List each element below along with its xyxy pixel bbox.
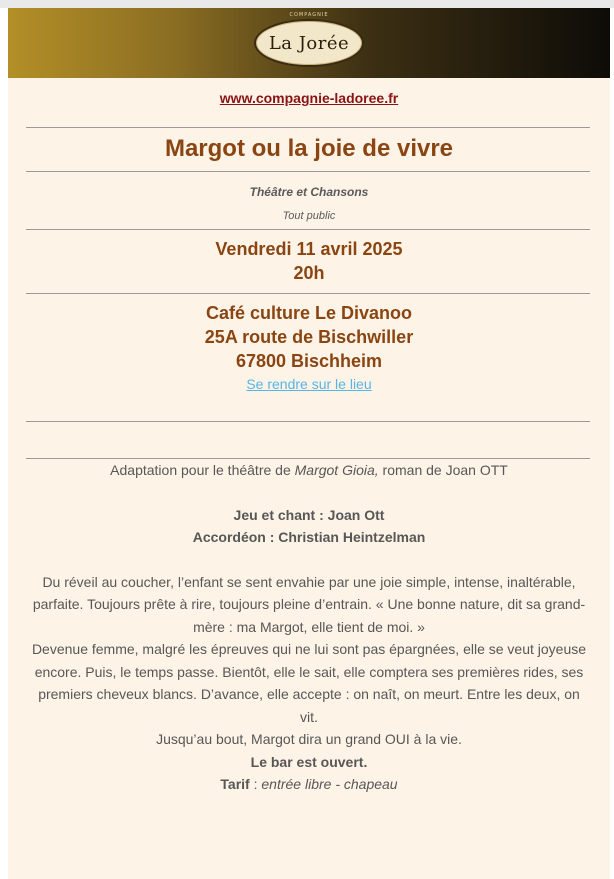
- venue-name: Café culture Le Divanoo: [205, 303, 413, 323]
- tarif-line: [28, 773, 590, 796]
- company-logo[interactable]: [254, 12, 364, 67]
- synopsis-paragraph: Du réveil au coucher, l’enfant se sent envahie par une joie simple, intense, inaltérable, parfaite. Toujours prête à rire, toujours pleine d’entrain. « Une bonne nature, dit sa grand-mère : ma Margot, elle tient de moi. »: [32, 573, 586, 635]
- tarif-separator: :: [249, 776, 262, 792]
- show-genre: Théâtre et Chansons: [249, 185, 369, 199]
- bar-notice: Le bar est ouvert.: [250, 753, 368, 770]
- logo-text: La Jorée: [268, 32, 350, 54]
- show-audience: Tout public: [282, 210, 336, 222]
- header-banner: [8, 8, 610, 78]
- adaptation-suffix: roman de Joan OTT: [378, 462, 508, 478]
- venue-block: [8, 294, 610, 373]
- show-title: Margot ou la joie de vivre: [164, 135, 454, 162]
- browser-top-edge: [0, 0, 614, 8]
- adaptation-prefix: Adaptation pour le théâtre de: [110, 462, 295, 478]
- credit-performer: Jeu et chant : Joan Ott: [233, 506, 385, 523]
- tarif-label: Tarif: [220, 776, 250, 792]
- credits: [28, 504, 590, 549]
- event-date: Vendredi 11 avril 2025: [215, 239, 403, 259]
- website-link[interactable]: www.compagnie-ladoree.fr: [219, 90, 399, 106]
- event-time: 20h: [293, 263, 325, 283]
- divider: [26, 171, 590, 172]
- venue-city: 67800 Bischheim: [235, 351, 383, 371]
- map-link[interactable]: Se rendre sur le lieu: [246, 376, 372, 392]
- credit-accordion: Accordéon : Christian Heintzelman: [192, 529, 426, 545]
- venue-street: 25A route de Bischwiller: [204, 327, 414, 347]
- adaptation-line: [28, 459, 590, 482]
- event-datetime: [8, 230, 610, 293]
- spacer: [8, 422, 610, 458]
- synopsis: [28, 571, 590, 751]
- synopsis-paragraph: Devenue femme, malgré les épreuves qui ne lui sont pas épargnées, elle se veut joyeuse encore. Puis, le temps passe. Bientôt, elle le sait, elle comptera ses premières rides, ses premiers cheveux blancs. D’avance, elle accepte : on naît, on meurt. Entre les deux, on vit.: [31, 641, 587, 725]
- site-link-container: [8, 90, 610, 110]
- logo-small-text: COMPAGNIE: [289, 12, 329, 18]
- email-body: [8, 8, 610, 879]
- tarif-value: entrée libre - chapeau: [261, 776, 398, 792]
- adaptation-work: Margot Gioia,: [294, 462, 379, 478]
- synopsis-paragraph: Jusqu’au bout, Margot dira un grand OUI à la vie.: [156, 731, 462, 747]
- description: [8, 459, 610, 796]
